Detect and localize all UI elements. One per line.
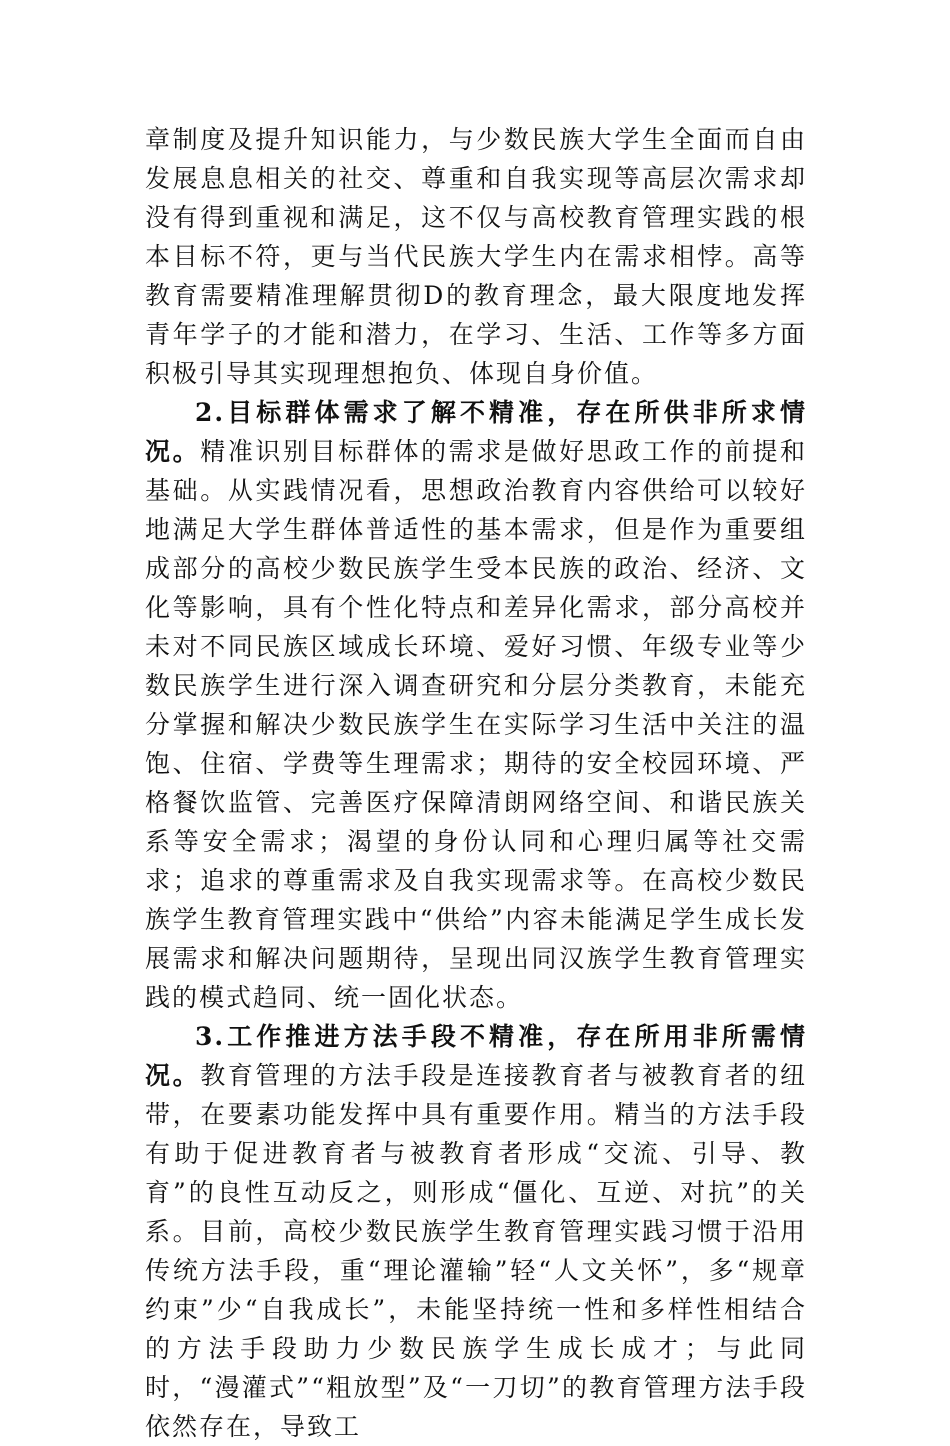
paragraph-section-3 [145,1017,807,1446]
paragraph-section-2 [145,393,807,1017]
section-heading: 2.目标群体需求了解不精准，存在所供非所求情况。 [145,398,807,466]
section-heading: 3.工作推进方法手段不精准，存在所用非所需情况。 [145,1022,807,1090]
paragraph-continuation [145,120,807,393]
paragraph-body: 教育管理的方法手段是连接教育者与被教育者的纽带，在要素功能发挥中具有重要作用。精当的方法手段有助于促进教育者与被教育者形成“交流、引导、教育”的良性互动反之，则形成“僵化、互逆、对抗”的关系。目前，高校少数民族学生教育管理实践习惯于沿用传统方法手段，重“理论灌输”轻“人文关怀”，多“规章约束”少“自我成长”，未能坚持统一性和多样性相结合的方法手段助力少数民族学生成长成才；与此同时，“漫灌式”“粗放型”及“一刀切”的教育管理方法手段依然存在，导致工 [145,1061,807,1441]
paragraph-body: 精准识别目标群体的需求是做好思政工作的前提和基础。从实践情况看，思想政治教育内容供给可以较好地满足大学生群体普适性的基本需求，但是作为重要组成部分的高校少数民族学生受本民族的政治、经济、文化等影响，具有个性化特点和差异化需求，部分高校并未对不同民族区域成长环境、爱好习惯、年级专业等少数民族学生进行深入调查研究和分层分类教育，未能充分掌握和解决少数民族学生在实际学习生活中关注的温饱、住宿、学费等生理需求；期待的安全校园环境、严格餐饮监管、完善医疗保障清朗网络空间、和谐民族关系等安全需求；渴望的身份认同和心理归属等社交需求；追求的尊重需求及自我实现需求等。在高校少数民族学生教育管理实践中“供给”内容未能满足学生成长发展需求和解决问题期待，呈现出同汉族学生教育管理实践的模式趋同、统一固化状态。 [145,437,807,1012]
document-body [145,120,807,1446]
paragraph-body: 章制度及提升知识能力，与少数民族大学生全面而自由发展息息相关的社交、尊重和自我实现等高层次需求却没有得到重视和满足，这不仅与高校教育管理实践的根本目标不符，更与当代民族大学生内在需求相悖。高等教育需要精准理解贯彻D的教育理念，最大限度地发挥青年学子的才能和潜力，在学习、生活、工作等多方面积极引导其实现理想抱负、体现自身价值。 [145,125,807,388]
